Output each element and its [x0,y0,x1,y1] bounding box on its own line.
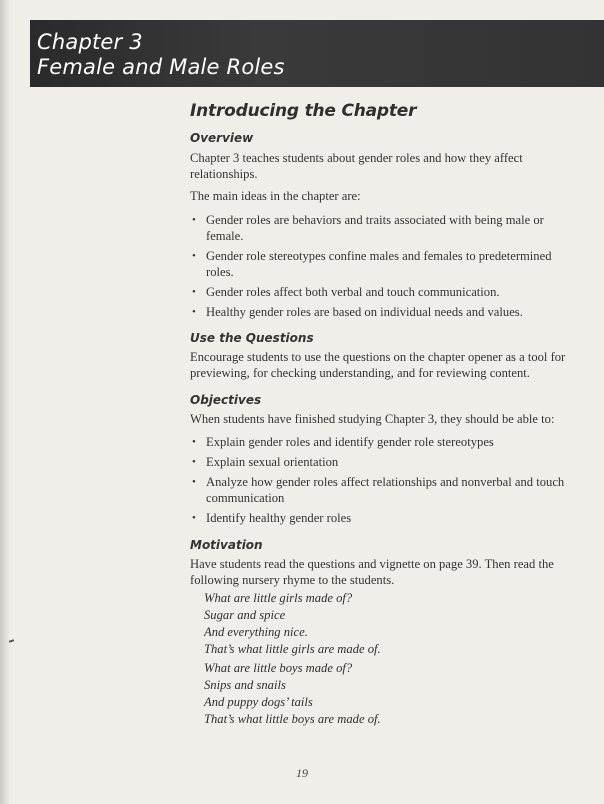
rhyme-stanza-girls [204,590,504,658]
questions-paragraph: Encourage students to use the questions on the chapter opener as a tool for previewing, for checking understanding, and for reviewing content. [190,350,566,380]
objectives-list [190,434,580,526]
overview-heading: Overview [190,131,254,145]
list-item: • Healthy gender roles are based on individual needs and values. [190,304,580,320]
objectives-heading: Objectives [190,393,262,407]
list-item: • Gender roles are behaviors and traits associated with being male or female. [190,212,580,244]
objectives-intro: When students have finished studying Chapter 3, they should be able to: [190,412,555,426]
list-item: • Analyze how gender roles affect relationships and nonverbal and touch communication [190,474,580,506]
rhyme-line: And everything nice. [204,625,308,639]
overview-paragraph: Chapter 3 teaches students about gender roles and how they affect relationships. [190,151,523,181]
rhyme-line: And puppy dogs’ tails [204,695,313,709]
main-ideas-list [190,212,580,320]
rhyme-line: That’s what little boys are made of. [204,712,381,726]
page-number: 19 [296,766,308,780]
rhyme-line: What are little boys made of? [204,661,353,675]
motivation-heading: Motivation [190,538,263,552]
list-item: • Explain sexual orientation [190,454,580,470]
list-item: • Identify healthy gender roles [190,510,580,526]
chapter-number: Chapter 3 [37,30,143,54]
chapter-banner [30,20,604,87]
stray-mark [9,639,14,643]
rhyme-stanza-boys [204,660,504,728]
rhyme-line: Snips and snails [204,678,286,692]
section-title: Introducing the Chapter [190,101,417,121]
list-item: • Gender role stereotypes confine males and females to predetermined roles. [190,248,580,280]
chapter-title: Female and Male Roles [37,55,285,79]
page-binding-shadow [0,0,10,804]
rhyme-line: What are little girls made of? [204,591,353,605]
rhyme-line: Sugar and spice [204,608,286,622]
rhyme-line: That’s what little girls are made of. [204,642,381,656]
list-item: • Explain gender roles and identify gender role stereotypes [190,434,580,450]
questions-heading: Use the Questions [190,331,314,345]
main-ideas-intro: The main ideas in the chapter are: [190,189,361,203]
motivation-paragraph: Have students read the questions and vignette on page 39. Then read the following nursery rhyme to the students. [190,557,554,587]
list-item: • Gender roles affect both verbal and touch communication. [190,284,580,300]
